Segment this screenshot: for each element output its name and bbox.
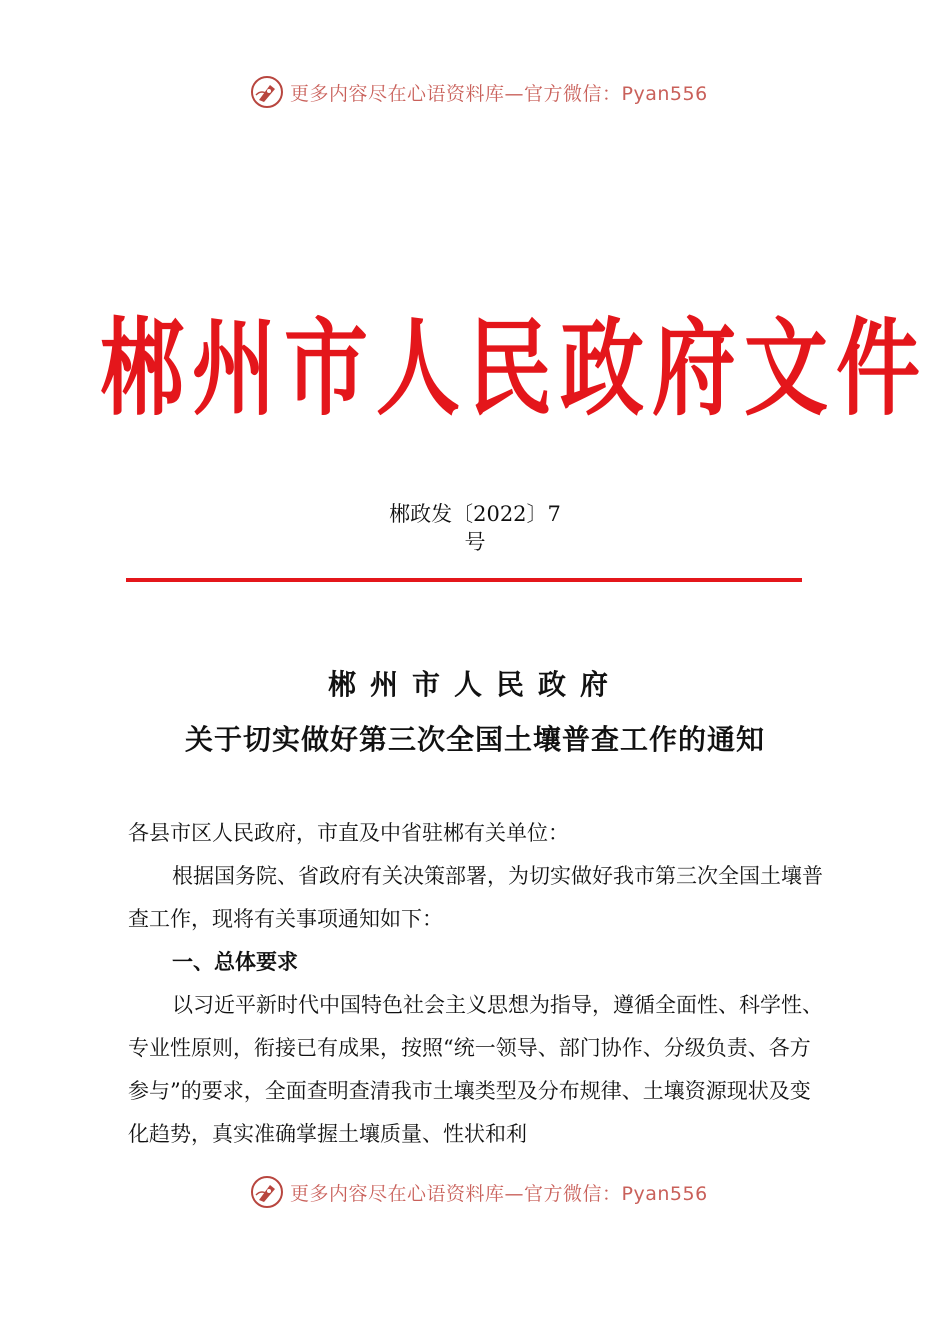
- document-number-line1: 郴政发〔2022〕7: [389, 502, 561, 526]
- document-number: [370, 500, 580, 556]
- wechat-id: Pyan556: [621, 1182, 708, 1205]
- wechat-id: Pyan556: [621, 82, 708, 105]
- notice-title: 关于切实做好第三次全国土壤普查工作的通知: [184, 723, 765, 756]
- salutation: 各县市区人民政府，市直及中省驻郴有关单位：: [128, 821, 569, 845]
- intro-paragraph: 根据国务院、省政府有关决策部署，为切实做好我市第三次全国土壤普查工作，现将有关事项通知如下：: [128, 864, 823, 931]
- pen-nib-logo-icon: [250, 1175, 284, 1209]
- document-masthead: 郴州市人民政府文件: [100, 306, 929, 430]
- section-paragraph: 以习近平新时代中国特色社会主义思想为指导，遵循全面性、科学性、专业性原则，衔接已有成果，按照“统一领导、部门协作、分级负责、各方参与”的要求，全面查明查清我市土壤类型及分布规律、土壤资源现状及变化趋势，真实准确掌握土壤质量、性状和利: [128, 993, 823, 1146]
- watermark-text: 更多内容尽在心语资料库—官方微信：Pyan556: [290, 82, 708, 105]
- document-number-line2: 号: [464, 530, 486, 554]
- watermark-text: 更多内容尽在心语资料库—官方微信：Pyan556: [290, 1182, 708, 1205]
- header-watermark-banner: [250, 74, 770, 110]
- issuer-title: 郴州市人民政府: [327, 668, 622, 701]
- section-heading: 一、总体要求: [172, 950, 298, 974]
- footer-watermark-banner: [250, 1174, 770, 1210]
- pen-nib-logo-icon: [250, 75, 284, 109]
- red-separator-line: [126, 578, 802, 582]
- document-body: [128, 812, 828, 1156]
